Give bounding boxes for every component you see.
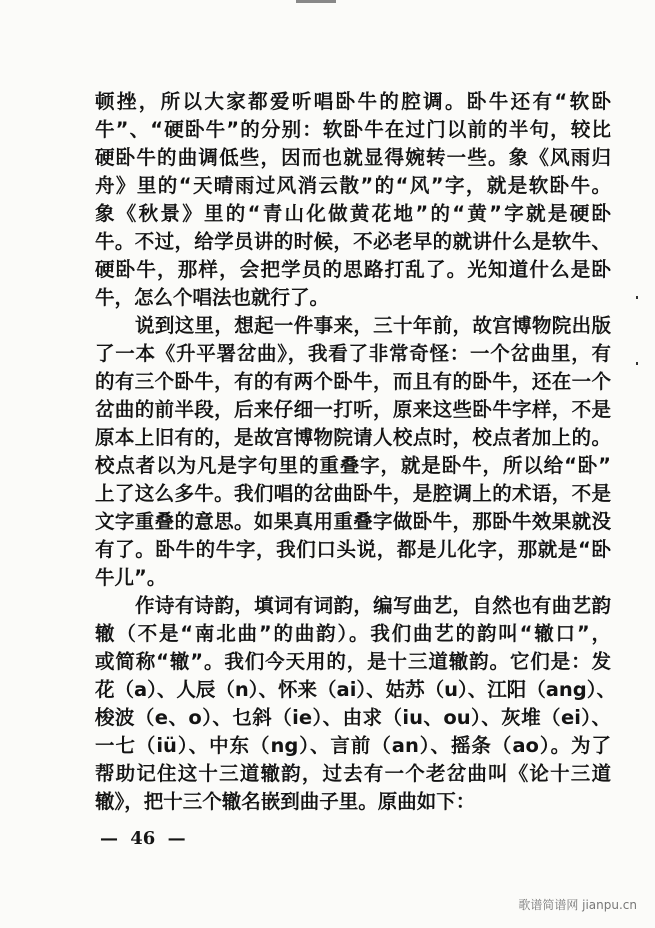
text-line: 舟》里的“天晴雨过风消云散”的“风”字，就是软卧牛。 [95,174,611,197]
body-text [95,88,617,816]
text-line: 的有三个卧牛，有的有两个卧牛，而且有的卧牛，还在一个 [95,370,611,393]
text-line: 帮助记住这十三道辙韵，过去有一个老岔曲叫《论十三道 [95,762,611,785]
paragraph-2 [95,312,611,592]
text-line: 作诗有诗韵，填词有词韵，编写曲艺，自然也有曲艺韵 [135,594,611,617]
scan-speck [636,362,638,365]
scan-edge-mark [296,0,336,3]
scan-speck [636,296,638,299]
text-line: 牛。不过，给学员讲的时候，不必老早的就讲什么是软牛、 [95,230,611,253]
text-line: 校点者以为凡是字句里的重叠字，就是卧牛，所以给“卧” [95,454,611,477]
text-line: 了一本《升平署岔曲》，我看了非常奇怪：一个岔曲里，有 [95,342,611,365]
paragraph-1 [95,88,611,312]
text-line: 牛”、“硬卧牛”的分别：软卧牛在过门以前的半句，较比 [95,118,611,141]
text-line: 梭波（e、o）、乜斜（ie）、由求（iu、ou）、灰堆（ei）、 [95,706,611,729]
text-line: 辙》，把十三个辙名嵌到曲子里。原曲如下： [95,790,476,813]
text-line: 硬卧牛，那样，会把学员的思路打乱了。光知道什么是卧 [95,258,611,281]
watermark: 歌谱简谱网 jianpu.cn [518,898,637,912]
page-number: — 46 — [100,828,186,849]
text-line: 说到这里，想起一件事来，三十年前，故宫博物院出版 [135,314,611,337]
text-line: 牛，怎么个唱法也就行了。 [95,286,330,309]
text-line: 牛儿”。 [95,566,167,589]
text-line: 或简称“辙”。我们今天用的，是十三道辙韵。它们是：发 [95,650,611,673]
text-line: 一七（iü）、中东（ng）、言前（an）、摇条（ao）。为了 [95,734,611,757]
text-line: 岔曲的前半段，后来仔细一打听，原来这些卧牛字样，不是 [95,398,611,421]
text-line: 上了这么多牛。我们唱的岔曲卧牛，是腔调上的术语，不是 [95,482,611,505]
text-line: 硬卧牛的曲调低些，因而也就显得婉转一些。象《风雨归 [95,146,611,169]
text-line: 辙（不是“南北曲”的曲韵）。我们曲艺的韵叫“辙口”， [95,622,611,645]
text-line: 原本上旧有的，是故宫博物院请人校点时，校点者加上的。 [95,426,611,449]
text-line: 有了。卧牛的牛字，我们口头说，都是儿化字，那就是“卧 [95,538,611,561]
text-line: 象《秋景》里的“青山化做黄花地”的“黄”字就是硬卧 [95,202,611,225]
text-line: 花（a）、人辰（n）、怀来（ai）、姑苏（u）、江阳（ang）、 [95,678,617,701]
text-line: 文字重叠的意思。如果真用重叠字做卧牛，那卧牛效果就没 [95,510,611,533]
paragraph-3 [95,592,617,816]
text-line: 顿挫，所以大家都爱听唱卧牛的腔调。卧牛还有“软卧 [95,90,611,113]
